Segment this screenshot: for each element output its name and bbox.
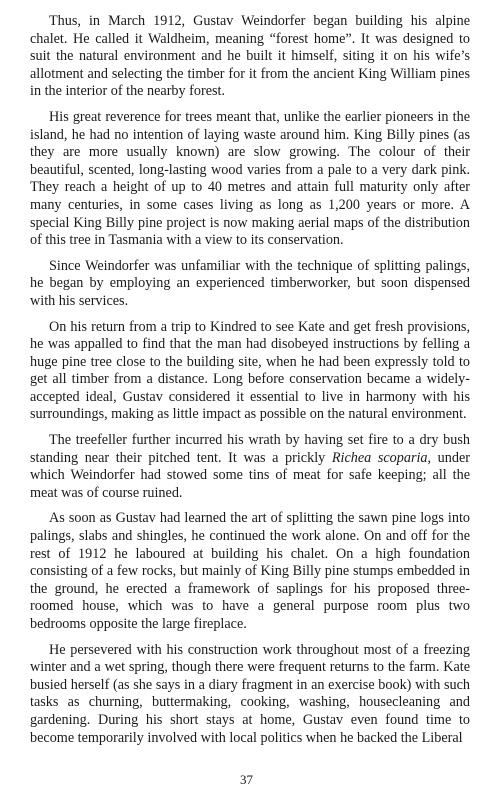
paragraph-treefeller-fire xyxy=(30,432,470,502)
paragraph-timberworker: Since Weindorfer was unfamiliar with the technique of splitting palings, he began by employing an experienced timberworker, but soon dispensed with his services. xyxy=(30,257,470,309)
book-page-text xyxy=(30,13,470,755)
page-number: 37 xyxy=(240,772,253,787)
species-name: Richea scoparia xyxy=(331,449,428,466)
paragraph-text: , under which Weindorfer had stowed some tins of meat for safe keeping; all the meat was of course ruined. xyxy=(30,449,470,501)
paragraph-building-chalet: As soon as Gustav had learned the art of splitting the sawn pine logs into palings, slabs and shingles, he continued the work alone. On and off for the rest of 1912 he laboured at building his chalet. On a high foundation consisting of a few rocks, but mainly of King Billy pine stumps embedded in the ground, he erected a framework of saplings for his proposed three-roomed house, which was to have a general purpose room plus two bedrooms opposite the large fireplace. xyxy=(30,510,470,632)
paragraph-winter-work: He persevered with his construction work throughout most of a freezing winter and a wet spring, though there were frequent returns to the farm. Kate busied herself (as she says in a diary fragment in an exercise book) with such tasks as churning, buttermaking, cooking, washing, housecleaning and gardening. During his short stays at home, Gustav even found time to become temporarily involved with local politics when he backed the Liberal xyxy=(30,641,470,746)
paragraph-text: The treefeller further incurred his wrath by having set fire to a dry bush standing near their pitched tent. It was a prickly xyxy=(30,432,470,466)
paragraph-waldheim: Thus, in March 1912, Gustav Weindorfer began building his alpine chalet. He called it Waldheim, meaning “forest home”. It was designed to suit the natural environment and he built it himself, siting it on his wife’s allotment and selecting the timber for it from the ancient King William pines in the interior of the nearby forest. xyxy=(30,13,470,100)
paragraph-king-billy-pines: His great reverence for trees meant that, unlike the earlier pioneers in the island, he had no intention of laying waste around him. King Billy pines (as they are more usually known) are slow growing. The colour of their beautiful, scented, long-lasting wood varies from a pale to a very dark pink. They reach a height of up to 40 metres and attain full maturity only after many centuries, in some cases living as long as 1,200 years or more. A special King Billy pine project is now making aerial maps of the distribution of this tree in Tasmania with a view to its conservation. xyxy=(30,108,470,249)
paragraph-felled-tree: On his return from a trip to Kindred to see Kate and get fresh provisions, he was appalled to find that the man had disobeyed instructions by felling a huge pine tree close to the building site, when he had been expressly told to get all timber from a distance. Long before conservation became a widely-accepted ideal, Gustav considered it essential to live in harmony with his surroundings, making as little impact as possible on the natural environment. xyxy=(30,318,470,423)
